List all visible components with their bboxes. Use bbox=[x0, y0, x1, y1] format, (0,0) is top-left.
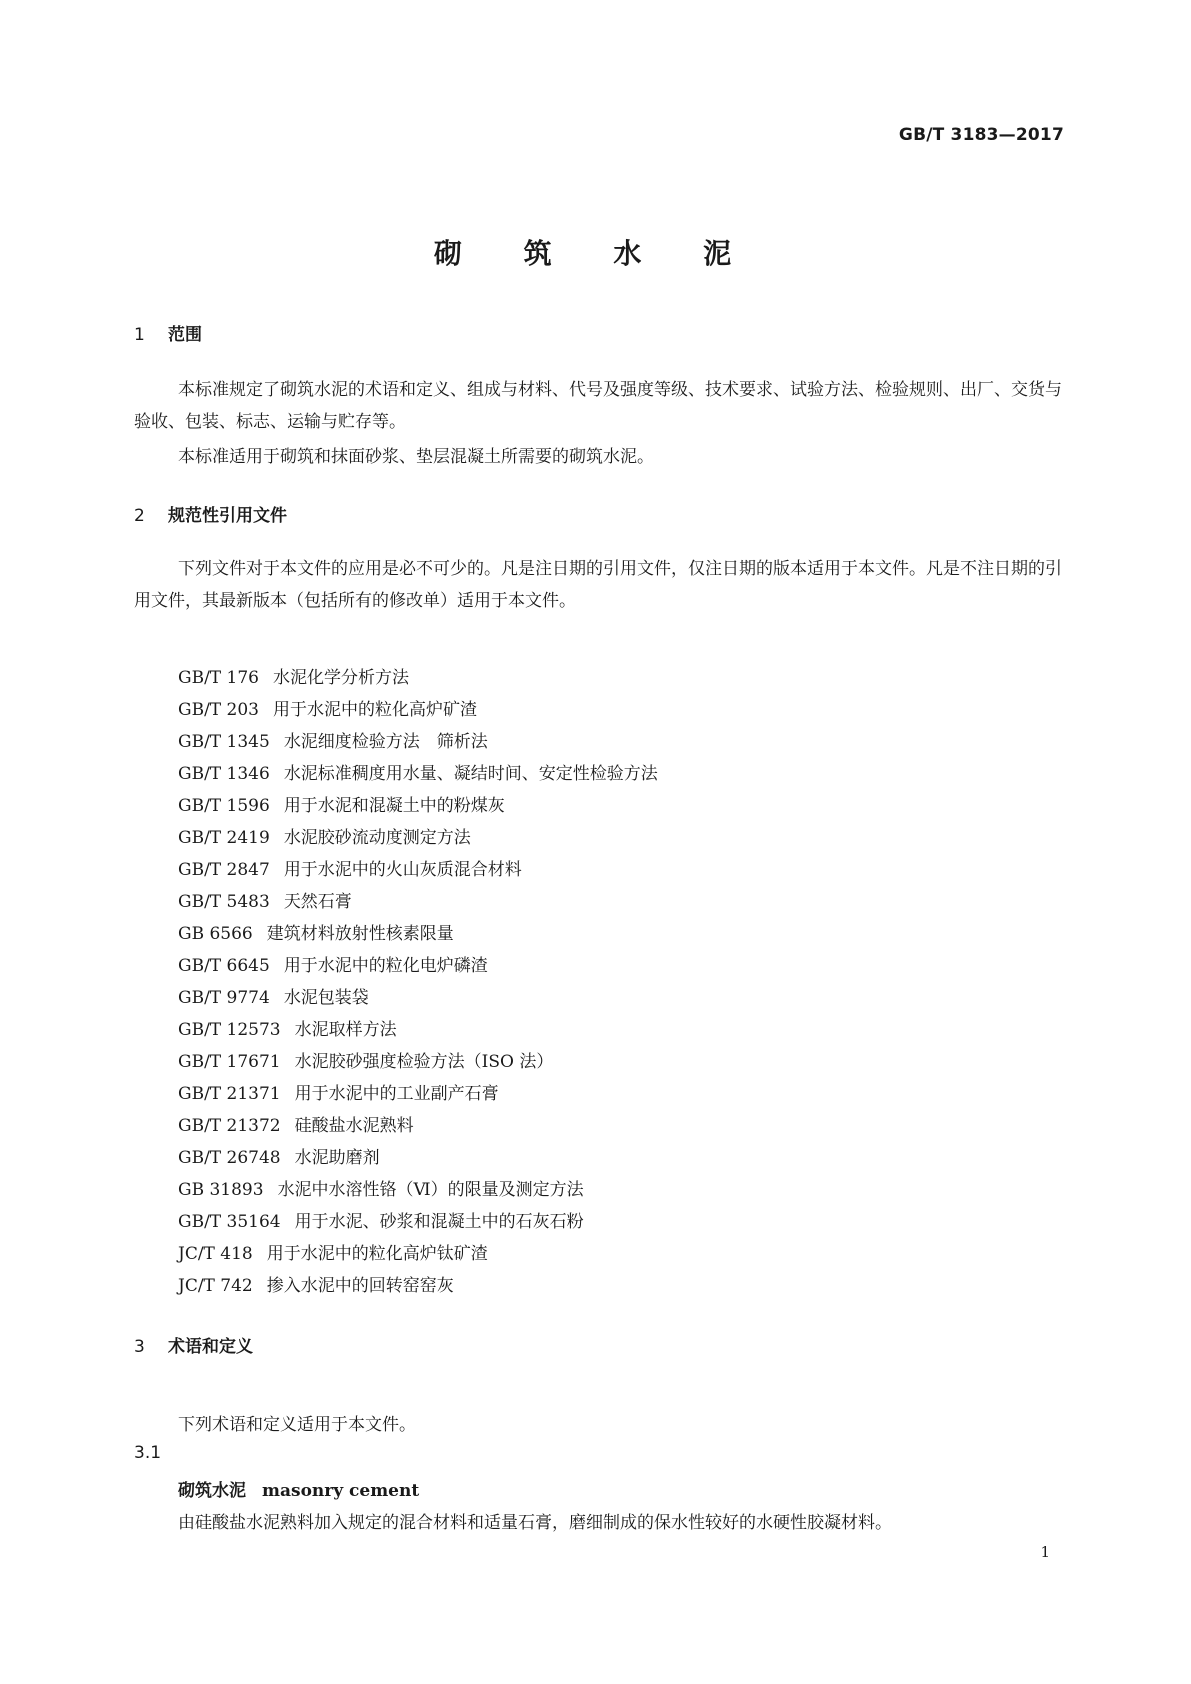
reference-title: 水泥胶砂流动度测定方法 bbox=[283, 828, 471, 848]
page-number: 1 bbox=[1040, 1543, 1050, 1561]
reference-item bbox=[178, 950, 658, 982]
reference-title: 水泥化学分析方法 bbox=[273, 668, 409, 688]
term-english: masonry cement bbox=[262, 1481, 420, 1501]
subsection-number: 3.1 bbox=[134, 1443, 162, 1463]
reference-code: GB/T 17671 bbox=[178, 1052, 281, 1072]
reference-code: GB/T 1345 bbox=[178, 732, 270, 752]
reference-title: 天然石膏 bbox=[283, 892, 352, 912]
reference-item bbox=[178, 1110, 658, 1142]
section-2-intro: 下列文件对于本文件的应用是必不可少的。凡是注日期的引用文件，仅注日期的版本适用于本文件。凡是不注日期的引用文件，其最新版本（包括所有的修改单）适用于本文件。 bbox=[134, 559, 1062, 611]
reference-title: 用于水泥中的工业副产石膏 bbox=[294, 1084, 499, 1104]
reference-item bbox=[178, 1206, 658, 1238]
standard-code: GB/T 3183—2017 bbox=[898, 125, 1064, 145]
term-definition: 由硅酸盐水泥熟料加入规定的混合材料和适量石膏，磨细制成的保水性较好的水硬性胶凝材料。 bbox=[178, 1513, 892, 1533]
reference-code: GB 31893 bbox=[178, 1180, 264, 1200]
reference-title: 水泥标准稠度用水量、凝结时间、安定性检验方法 bbox=[283, 764, 658, 784]
reference-title: 用于水泥中的粒化高炉钛矿渣 bbox=[266, 1244, 488, 1264]
section-3-heading bbox=[134, 1332, 253, 1357]
reference-item bbox=[178, 1046, 658, 1078]
reference-item bbox=[178, 1238, 658, 1270]
reference-item bbox=[178, 694, 658, 726]
reference-title: 用于水泥中的粒化电炉磷渣 bbox=[283, 956, 488, 976]
reference-code: GB/T 35164 bbox=[178, 1212, 281, 1232]
reference-item bbox=[178, 1174, 658, 1206]
reference-item bbox=[178, 726, 658, 758]
reference-code: GB/T 203 bbox=[178, 700, 259, 720]
reference-code: GB/T 21372 bbox=[178, 1116, 281, 1136]
reference-item bbox=[178, 790, 658, 822]
reference-code: GB/T 12573 bbox=[178, 1020, 281, 1040]
section-number: 2 bbox=[134, 506, 145, 526]
reference-title: 用于水泥中的粒化高炉矿渣 bbox=[273, 700, 477, 720]
reference-code: JC/T 742 bbox=[178, 1276, 253, 1296]
document-title: 砌 筑 水 泥 bbox=[433, 237, 758, 270]
reference-title: 硅酸盐水泥熟料 bbox=[294, 1116, 414, 1136]
reference-code: GB/T 6645 bbox=[178, 956, 270, 976]
reference-title: 水泥助磨剂 bbox=[294, 1148, 380, 1168]
reference-title: 用于水泥和混凝土中的粉煤灰 bbox=[283, 796, 505, 816]
reference-code: JC/T 418 bbox=[178, 1244, 253, 1264]
reference-title: 水泥细度检验方法 筛析法 bbox=[283, 732, 488, 752]
section-number: 3 bbox=[134, 1337, 145, 1357]
reference-item bbox=[178, 854, 658, 886]
reference-item bbox=[178, 1078, 658, 1110]
reference-item bbox=[178, 758, 658, 790]
reference-code: GB 6566 bbox=[178, 924, 253, 944]
section-title: 术语和定义 bbox=[168, 1337, 253, 1357]
reference-title: 水泥胶砂强度检验方法（ISO 法） bbox=[294, 1052, 554, 1072]
section-title: 范围 bbox=[168, 325, 202, 345]
reference-item bbox=[178, 1142, 658, 1174]
reference-title: 掺入水泥中的回转窑窑灰 bbox=[266, 1276, 454, 1296]
reference-title: 用于水泥、砂浆和混凝土中的石灰石粉 bbox=[294, 1212, 584, 1232]
reference-title: 用于水泥中的火山灰质混合材料 bbox=[283, 860, 522, 880]
reference-list bbox=[178, 662, 658, 1302]
reference-item bbox=[178, 1014, 658, 1046]
reference-code: GB/T 21371 bbox=[178, 1084, 281, 1104]
reference-code: GB/T 5483 bbox=[178, 892, 270, 912]
section-1-paragraph-2: 本标准适用于砌筑和抹面砂浆、垫层混凝土所需要的砌筑水泥。 bbox=[178, 447, 654, 467]
section-1-paragraph-1: 本标准规定了砌筑水泥的术语和定义、组成与材料、代号及强度等级、技术要求、试验方法、检验规则、出厂、交货与验收、包装、标志、运输与贮存等。 bbox=[134, 380, 1062, 432]
term-chinese: 砌筑水泥 bbox=[178, 1481, 246, 1501]
reference-code: GB/T 2419 bbox=[178, 828, 270, 848]
reference-item bbox=[178, 982, 658, 1014]
reference-item bbox=[178, 1270, 658, 1302]
reference-title: 建筑材料放射性核素限量 bbox=[266, 924, 454, 944]
reference-code: GB/T 26748 bbox=[178, 1148, 281, 1168]
section-number: 1 bbox=[134, 325, 145, 345]
reference-item bbox=[178, 886, 658, 918]
reference-item bbox=[178, 662, 658, 694]
reference-code: GB/T 9774 bbox=[178, 988, 270, 1008]
section-1-heading bbox=[134, 320, 202, 345]
section-3-intro: 下列术语和定义适用于本文件。 bbox=[178, 1415, 416, 1435]
section-title: 规范性引用文件 bbox=[168, 506, 287, 526]
reference-code: GB/T 1346 bbox=[178, 764, 270, 784]
reference-item bbox=[178, 918, 658, 950]
reference-item bbox=[178, 822, 658, 854]
reference-code: GB/T 176 bbox=[178, 668, 259, 688]
reference-title: 水泥中水溶性铬（Ⅵ）的限量及测定方法 bbox=[277, 1180, 584, 1200]
section-2-heading bbox=[134, 501, 287, 526]
term-entry bbox=[178, 1476, 419, 1501]
reference-code: GB/T 2847 bbox=[178, 860, 270, 880]
reference-title: 水泥包装袋 bbox=[283, 988, 369, 1008]
reference-title: 水泥取样方法 bbox=[294, 1020, 397, 1040]
reference-code: GB/T 1596 bbox=[178, 796, 270, 816]
